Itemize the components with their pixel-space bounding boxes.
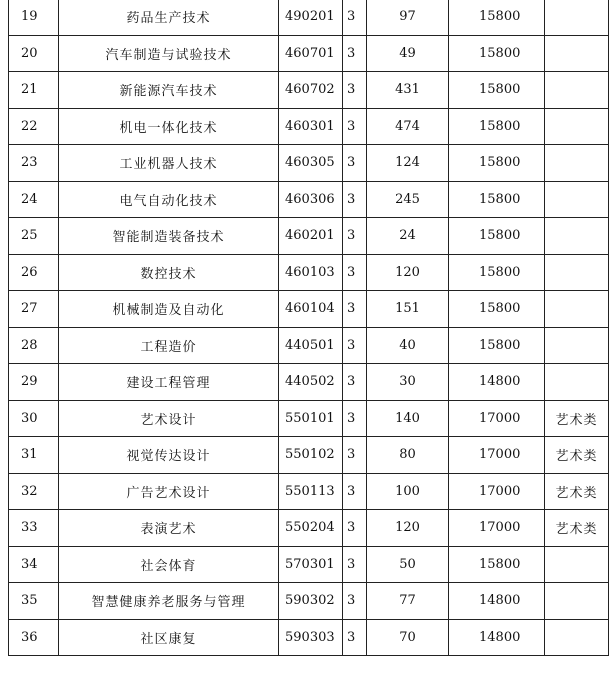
duration-years: 3 <box>343 400 367 437</box>
row-index: 25 <box>9 218 59 255</box>
program-name: 视觉传达设计 <box>59 437 279 474</box>
category-note <box>545 254 609 291</box>
duration-years: 3 <box>343 619 367 656</box>
enrollment-count: 49 <box>367 35 449 72</box>
enrollment-count: 124 <box>367 145 449 182</box>
duration-years: 3 <box>343 583 367 620</box>
tuition-fee: 15800 <box>449 72 545 109</box>
table-row <box>9 364 609 401</box>
enrollment-count: 70 <box>367 619 449 656</box>
program-code: 490201 <box>279 0 343 35</box>
category-note <box>545 327 609 364</box>
table-row <box>9 400 609 437</box>
table-row <box>9 181 609 218</box>
program-code: 460103 <box>279 254 343 291</box>
program-code: 460306 <box>279 181 343 218</box>
program-name: 工业机器人技术 <box>59 145 279 182</box>
row-index: 19 <box>9 0 59 35</box>
table-row <box>9 619 609 656</box>
table-row <box>9 218 609 255</box>
enrollment-count: 120 <box>367 510 449 547</box>
duration-years: 3 <box>343 0 367 35</box>
program-code: 590302 <box>279 583 343 620</box>
table-row <box>9 254 609 291</box>
enrollment-count: 100 <box>367 473 449 510</box>
tuition-fee: 15800 <box>449 145 545 182</box>
row-index: 31 <box>9 437 59 474</box>
table-row <box>9 437 609 474</box>
program-name: 表演艺术 <box>59 510 279 547</box>
program-name: 新能源汽车技术 <box>59 72 279 109</box>
program-name: 广告艺术设计 <box>59 473 279 510</box>
tuition-fee: 17000 <box>449 473 545 510</box>
category-note <box>545 546 609 583</box>
category-note: 艺术类 <box>545 510 609 547</box>
enrollment-count: 120 <box>367 254 449 291</box>
program-code: 570301 <box>279 546 343 583</box>
category-note: 艺术类 <box>545 400 609 437</box>
row-index: 27 <box>9 291 59 328</box>
row-index: 30 <box>9 400 59 437</box>
duration-years: 3 <box>343 145 367 182</box>
enrollment-count: 30 <box>367 364 449 401</box>
row-index: 34 <box>9 546 59 583</box>
tuition-fee: 15800 <box>449 254 545 291</box>
enrollment-count: 24 <box>367 218 449 255</box>
program-name: 社区康复 <box>59 619 279 656</box>
program-name: 艺术设计 <box>59 400 279 437</box>
row-index: 29 <box>9 364 59 401</box>
duration-years: 3 <box>343 254 367 291</box>
duration-years: 3 <box>343 364 367 401</box>
row-index: 36 <box>9 619 59 656</box>
tuition-fee: 15800 <box>449 181 545 218</box>
duration-years: 3 <box>343 437 367 474</box>
table-row <box>9 546 609 583</box>
tuition-fee: 17000 <box>449 437 545 474</box>
program-name: 电气自动化技术 <box>59 181 279 218</box>
category-note <box>545 145 609 182</box>
tuition-fee: 17000 <box>449 400 545 437</box>
category-note <box>545 364 609 401</box>
program-code: 460104 <box>279 291 343 328</box>
duration-years: 3 <box>343 218 367 255</box>
row-index: 26 <box>9 254 59 291</box>
program-code: 460201 <box>279 218 343 255</box>
duration-years: 3 <box>343 181 367 218</box>
program-name: 数控技术 <box>59 254 279 291</box>
tuition-fee: 15800 <box>449 218 545 255</box>
enrollment-count: 474 <box>367 108 449 145</box>
duration-years: 3 <box>343 327 367 364</box>
duration-years: 3 <box>343 35 367 72</box>
duration-years: 3 <box>343 291 367 328</box>
tuition-fee: 15800 <box>449 327 545 364</box>
tuition-fee: 14800 <box>449 364 545 401</box>
category-note <box>545 218 609 255</box>
duration-years: 3 <box>343 72 367 109</box>
row-index: 23 <box>9 145 59 182</box>
enrollment-count: 140 <box>367 400 449 437</box>
program-code: 460301 <box>279 108 343 145</box>
enrollment-count: 80 <box>367 437 449 474</box>
table-row <box>9 510 609 547</box>
table-row <box>9 473 609 510</box>
table-row <box>9 291 609 328</box>
category-note <box>545 0 609 35</box>
row-index: 32 <box>9 473 59 510</box>
row-index: 28 <box>9 327 59 364</box>
program-code: 550204 <box>279 510 343 547</box>
row-index: 22 <box>9 108 59 145</box>
program-code: 460702 <box>279 72 343 109</box>
category-note <box>545 35 609 72</box>
row-index: 21 <box>9 72 59 109</box>
enrollment-count: 245 <box>367 181 449 218</box>
program-name: 智能制造装备技术 <box>59 218 279 255</box>
row-index: 24 <box>9 181 59 218</box>
table-row <box>9 0 609 35</box>
row-index: 35 <box>9 583 59 620</box>
duration-years: 3 <box>343 473 367 510</box>
category-note <box>545 619 609 656</box>
category-note <box>545 72 609 109</box>
enrollment-count: 77 <box>367 583 449 620</box>
category-note <box>545 108 609 145</box>
program-code: 550102 <box>279 437 343 474</box>
program-name: 工程造价 <box>59 327 279 364</box>
program-name: 机械制造及自动化 <box>59 291 279 328</box>
tuition-fee: 15800 <box>449 291 545 328</box>
program-code: 440501 <box>279 327 343 364</box>
table-row <box>9 145 609 182</box>
duration-years: 3 <box>343 108 367 145</box>
tuition-fee: 15800 <box>449 0 545 35</box>
tuition-fee: 17000 <box>449 510 545 547</box>
program-name: 汽车制造与试验技术 <box>59 35 279 72</box>
tuition-fee: 14800 <box>449 583 545 620</box>
program-code: 460305 <box>279 145 343 182</box>
enrollment-count: 50 <box>367 546 449 583</box>
programs-table <box>8 0 609 656</box>
enrollment-count: 97 <box>367 0 449 35</box>
program-name: 建设工程管理 <box>59 364 279 401</box>
category-note <box>545 181 609 218</box>
row-index: 33 <box>9 510 59 547</box>
program-code: 440502 <box>279 364 343 401</box>
program-code: 460701 <box>279 35 343 72</box>
table-row <box>9 327 609 364</box>
category-note: 艺术类 <box>545 473 609 510</box>
table-row <box>9 108 609 145</box>
table-row <box>9 583 609 620</box>
row-index: 20 <box>9 35 59 72</box>
program-code: 550101 <box>279 400 343 437</box>
program-name: 药品生产技术 <box>59 0 279 35</box>
tuition-fee: 15800 <box>449 35 545 72</box>
category-note <box>545 291 609 328</box>
program-name: 社会体育 <box>59 546 279 583</box>
table-row <box>9 35 609 72</box>
category-note <box>545 583 609 620</box>
tuition-fee: 14800 <box>449 619 545 656</box>
table-row <box>9 72 609 109</box>
program-name: 智慧健康养老服务与管理 <box>59 583 279 620</box>
enrollment-count: 431 <box>367 72 449 109</box>
category-note: 艺术类 <box>545 437 609 474</box>
program-code: 590303 <box>279 619 343 656</box>
tuition-fee: 15800 <box>449 108 545 145</box>
program-code: 550113 <box>279 473 343 510</box>
enrollment-count: 40 <box>367 327 449 364</box>
enrollment-count: 151 <box>367 291 449 328</box>
duration-years: 3 <box>343 546 367 583</box>
tuition-fee: 15800 <box>449 546 545 583</box>
duration-years: 3 <box>343 510 367 547</box>
program-name: 机电一体化技术 <box>59 108 279 145</box>
table-body <box>9 0 609 656</box>
